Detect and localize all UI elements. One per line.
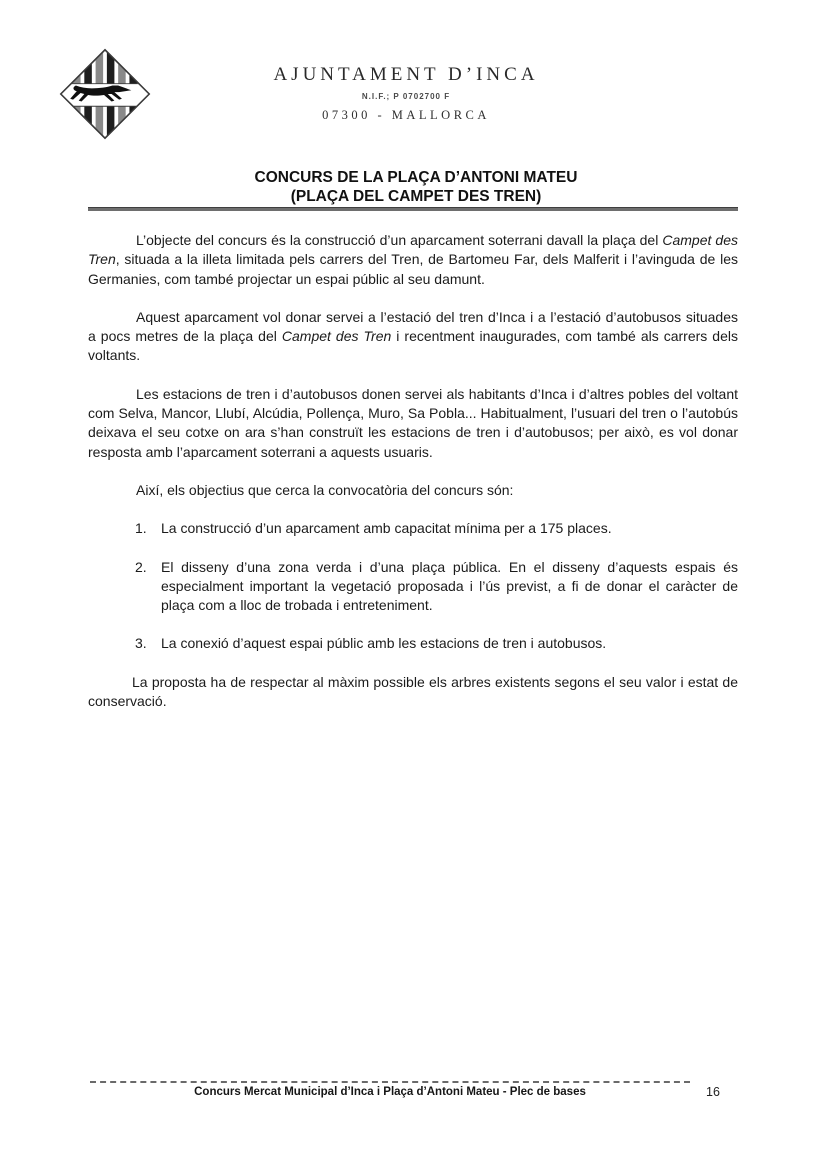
paragraph-2-text-cont: i recentment inaugurades, com també als carrers dels voltants. <box>88 328 738 364</box>
paragraph-1-text: L’objecte del concurs és la construcció d’un aparcament soterrani davall la plaça del <box>136 232 663 248</box>
org-name: AJUNTAMENT D’INCA <box>273 64 539 85</box>
letterhead-text <box>180 64 632 123</box>
title-line-2: (PLAÇA DEL CAMPET DES TREN) <box>290 188 542 205</box>
org-postal: 07300 - MALLORCA <box>322 108 490 122</box>
page-number: 16 <box>706 1085 720 1099</box>
paragraph-1 <box>88 231 738 289</box>
list-item-3-number: 3. <box>135 635 147 652</box>
paragraph-1-italic: Campet des Tren <box>88 232 738 268</box>
list-item-2 <box>135 558 738 616</box>
list-item-1-number: 1. <box>135 520 147 537</box>
org-nif: N.I.F.; P 0702700 F <box>361 92 451 101</box>
footer-divider <box>90 1081 690 1083</box>
list-item-1-text: La construcció d’un aparcament amb capacitat mínima per a 175 places. <box>161 520 612 537</box>
paragraph-2 <box>88 308 738 366</box>
paragraph-4: Així, els objectius que cerca la convocatòria del concurs són: <box>136 481 514 498</box>
inca-coat-of-arms-icon <box>58 46 152 142</box>
paragraph-3: Les estacions de tren i d’autobusos donen servei als habitants d’Inca i d’altres pobles del voltant com Selva, Mancor, Llubí, Alcúdia, Pollença, Muro, Sa Pobla... Habitualment, l’usuari del tren o l’autobús deixava el seu cotxe on ara s’han construït les estacions de tren i d’autobusos; per això, es vol donar resposta amb l’aparcament soterrani a aquests usuaris. <box>88 385 738 460</box>
title-divider <box>88 207 738 211</box>
paragraph-2-text: Aquest aparcament vol donar servei a l’estació del tren d’Inca i a l’estació d’autobusos situades a pocs metres de la plaça del <box>88 308 738 345</box>
list-item-2-text: El disseny d’una zona verda i d’una plaça pública. En el disseny d’aquests espais és especialment important la vegetació proposada i l’ús previst, a fi de donar el caràcter de plaça com a lloc de trobada i entreteniment. <box>161 558 738 614</box>
paragraph-1-text-cont: , situada a la illeta limitada pels carrers del Tren, de Bartomeu Far, dels Malferit i l’avinguda de les Germanies, com també projectar un espai públic al seu damunt. <box>88 251 738 287</box>
list-item-1 <box>135 519 738 538</box>
title-line-1: CONCURS DE LA PLAÇA D’ANTONI MATEU <box>254 169 578 186</box>
document-body <box>88 231 738 730</box>
document-title <box>0 168 832 206</box>
list-item-2-number: 2. <box>135 558 147 575</box>
footer-title: Concurs Mercat Municipal d’Inca i Plaça d’Antoni Mateu - Plec de bases <box>194 1086 586 1098</box>
list-item-3 <box>135 634 738 653</box>
closing-paragraph: La proposta ha de respectar al màxim possible els arbres existents segons el seu valor i estat de conservació. <box>88 673 738 710</box>
paragraph-2-italic: Campet des Tren <box>281 328 392 345</box>
list-item-3-text: La conexió d’aquest espai públic amb les estacions de tren i autobusos. <box>161 635 607 652</box>
